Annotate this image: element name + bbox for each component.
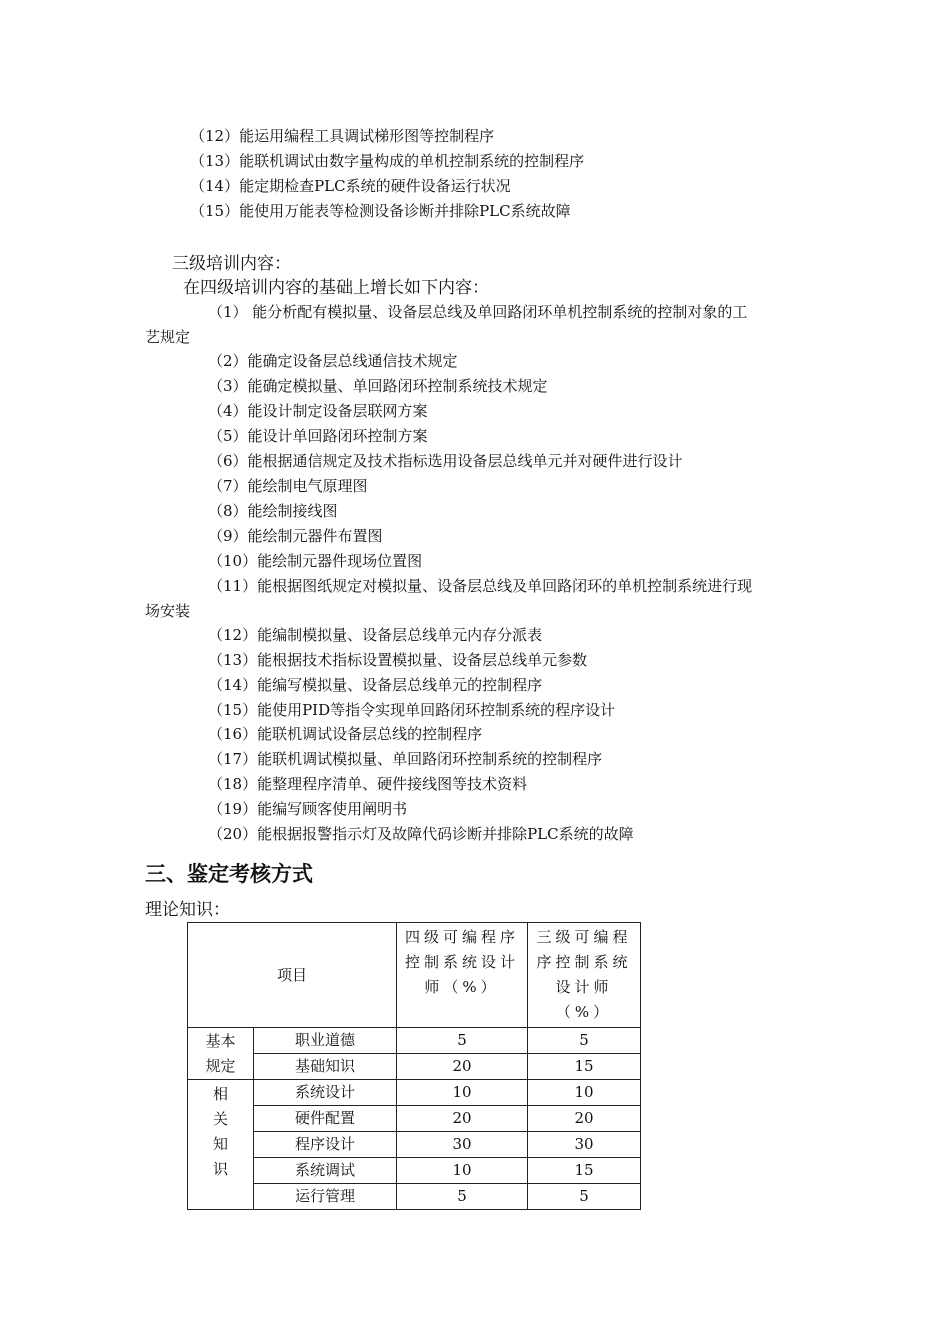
level3-title: 三级培训内容：: [172, 254, 291, 274]
level3-value: 5: [528, 1184, 641, 1210]
list-item-continuation: 场安装: [145, 602, 191, 620]
level3-intro: 在四级培训内容的基础上增长如下内容：: [183, 278, 489, 298]
level3-header: 三级可编程序控制系统设计师（%）: [528, 923, 641, 1028]
row-name: 职业道德: [254, 1028, 397, 1054]
list-item: （12）能编制模拟量、设备层总线单元内存分派表: [208, 626, 543, 644]
level3-value: 15: [528, 1158, 641, 1184]
row-name: 运行管理: [254, 1184, 397, 1210]
level4-value: 10: [397, 1080, 528, 1106]
row-name: 系统设计: [254, 1080, 397, 1106]
list-item: （8）能绘制接线图: [208, 502, 338, 520]
list-item: （9）能绘制元器件布置图: [208, 527, 383, 545]
group-related: 相关知识: [188, 1080, 254, 1210]
list-item: （20）能根据报警指示灯及故障代码诊断并排除PLC系统的故障: [208, 825, 634, 843]
list-item: （18）能整理程序清单、硬件接线图等技术资料: [208, 775, 528, 793]
row-name: 硬件配置: [254, 1106, 397, 1132]
list-item: （14）能定期检查PLC系统的硬件设备运行状况: [190, 177, 511, 195]
group-basic: 基本规定: [188, 1028, 254, 1080]
list-item: （13）能联机调试由数字量构成的单机控制系统的控制程序: [190, 152, 585, 170]
list-item: （14）能编写模拟量、设备层总线单元的控制程序: [208, 676, 543, 694]
level3-value: 30: [528, 1132, 641, 1158]
level4-value: 30: [397, 1132, 528, 1158]
level4-value: 20: [397, 1106, 528, 1132]
level4-value: 5: [397, 1028, 528, 1054]
level3-value: 5: [528, 1028, 641, 1054]
list-item: （11）能根据图纸规定对模拟量、设备层总线及单回路闭环的单机控制系统进行现: [208, 577, 753, 595]
list-item: （15）能使用PID等指令实现单回路闭环控制系统的程序设计: [208, 701, 616, 719]
level4-value: 5: [397, 1184, 528, 1210]
row-name: 程序设计: [254, 1132, 397, 1158]
list-item: （19）能编写顾客使用阐明书: [208, 800, 408, 818]
row-name: 基础知识: [254, 1054, 397, 1080]
list-item: （15）能使用万能表等检测设备诊断并排除PLC系统故障: [190, 202, 571, 220]
list-item: （13）能根据技术指标设置模拟量、设备层总线单元参数: [208, 651, 588, 669]
list-item: （3）能确定模拟量、单回路闭环控制系统技术规定: [208, 377, 548, 395]
level4-value: 20: [397, 1054, 528, 1080]
level3-value: 20: [528, 1106, 641, 1132]
level3-value: 10: [528, 1080, 641, 1106]
list-item: （2）能确定设备层总线通信技术规定: [208, 352, 458, 370]
list-item: （5）能设计单回路闭环控制方案: [208, 427, 428, 445]
list-item: （6）能根据通信规定及技术指标选用设备层总线单元并对硬件进行设计: [208, 452, 683, 470]
list-item: （12）能运用编程工具调试梯形图等控制程序: [190, 127, 495, 145]
level4-header: 四级可编程序控制系统设计师（%）: [397, 923, 528, 1028]
item-header: 项目: [188, 923, 397, 1028]
section-subheading: 理论知识：: [145, 900, 230, 920]
assessment-table: [187, 922, 641, 1210]
list-item: （7）能绘制电气原理图: [208, 477, 368, 495]
level3-value: 15: [528, 1054, 641, 1080]
list-item: （17）能联机调试模拟量、单回路闭环控制系统的控制程序: [208, 750, 603, 768]
list-item: （4）能设计制定设备层联网方案: [208, 402, 428, 420]
list-item-continuation: 艺规定: [145, 328, 191, 346]
row-name: 系统调试: [254, 1158, 397, 1184]
section-heading: 三、鉴定考核方式: [145, 862, 313, 886]
level4-value: 10: [397, 1158, 528, 1184]
list-item: （16）能联机调试设备层总线的控制程序: [208, 725, 483, 743]
list-item: （1） 能分析配有模拟量、设备层总线及单回路闭环单机控制系统的控制对象的工: [208, 303, 748, 321]
list-item: （10）能绘制元器件现场位置图: [208, 552, 423, 570]
